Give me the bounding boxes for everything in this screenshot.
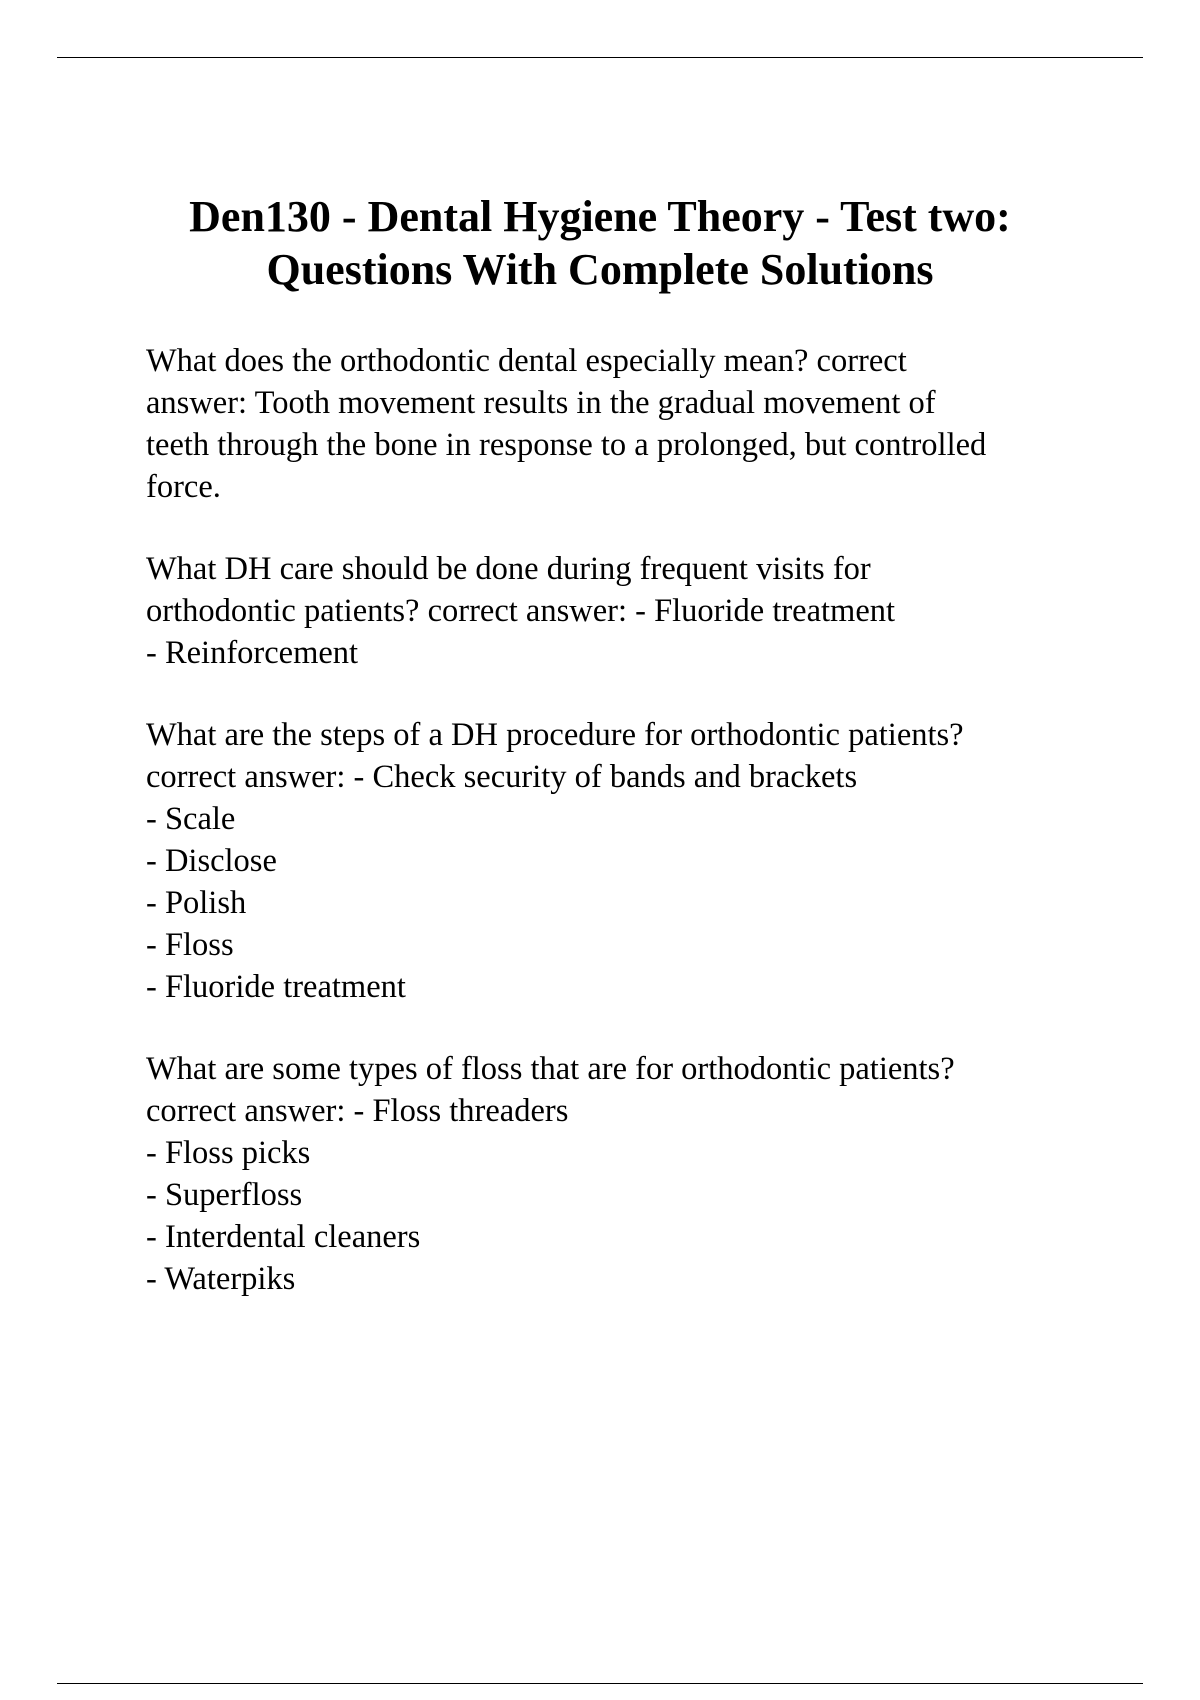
text-line: What does the orthodontic dental especially mean? correct (146, 343, 907, 379)
text-line: - Superfloss (146, 1177, 303, 1213)
text-line: - Waterpiks (146, 1261, 296, 1297)
top-rule (57, 57, 1143, 58)
title-line: Questions With Complete Solutions (266, 245, 934, 294)
text-line: What are the steps of a DH procedure for orthodontic patients? (146, 717, 964, 753)
qa-item (146, 1048, 1146, 1300)
text-line: What are some types of floss that are for orthodontic patients? (146, 1051, 955, 1087)
text-line: - Fluoride treatment (146, 969, 406, 1005)
text-line: - Floss picks (146, 1135, 311, 1171)
document-title (60, 190, 1140, 296)
text-line: - Reinforcement (146, 635, 359, 671)
qa-item (146, 548, 1146, 674)
text-line: correct answer: - Floss threaders (146, 1093, 569, 1129)
text-line: - Disclose (146, 843, 277, 879)
text-line: - Polish (146, 885, 247, 921)
qa-item (146, 340, 1146, 508)
bottom-rule (57, 1683, 1143, 1684)
text-line: - Scale (146, 801, 236, 837)
text-line: - Floss (146, 927, 234, 963)
text-line: orthodontic patients? correct answer: - Fluoride treatment (146, 593, 896, 629)
text-line: force. (146, 469, 221, 505)
title-line: Den130 - Dental Hygiene Theory - Test two: (189, 192, 1011, 241)
text-line: correct answer: - Check security of bands and brackets (146, 759, 858, 795)
qa-item (146, 714, 1146, 1008)
text-line: What DH care should be done during frequent visits for (146, 551, 871, 587)
text-line: teeth through the bone in response to a prolonged, but controlled (146, 427, 987, 463)
text-line: - Interdental cleaners (146, 1219, 421, 1255)
document-body (146, 340, 1146, 1340)
text-line: answer: Tooth movement results in the gradual movement of (146, 385, 936, 421)
